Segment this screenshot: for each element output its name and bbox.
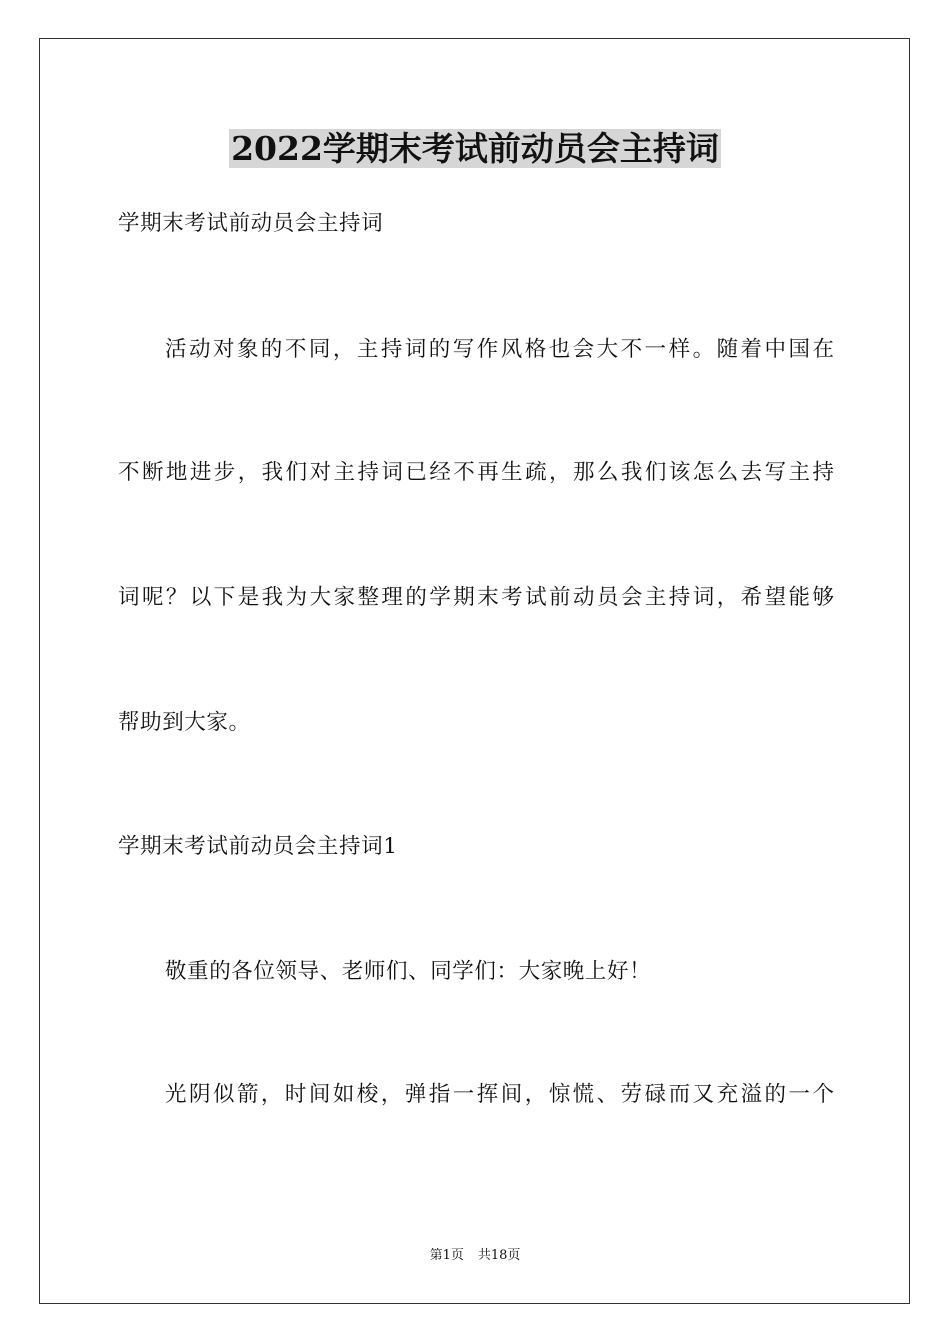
subtitle-line: 学期末考试前动员会主持词 <box>118 211 384 236</box>
page-number: 第1页 <box>429 1248 464 1263</box>
paragraph-line-4: 帮助到大家。 <box>118 710 251 735</box>
paragraph-line-3: 词呢？以下是我为大家整理的学期末考试前动员会主持词，希望能够 <box>118 585 834 610</box>
page-total: 共18页 <box>477 1248 521 1263</box>
section-heading: 学期末考试前动员会主持词1 <box>118 834 398 859</box>
title-text: 2022学期末考试前动员会主持词 <box>231 129 719 168</box>
paragraph-line-2: 不断地进步，我们对主持词已经不再生疏，那么我们该怎么去写主持 <box>118 460 834 485</box>
document-title <box>0 126 950 172</box>
greeting-line: 敬重的各位领导、老师们、同学们：大家晚上好！ <box>165 959 652 984</box>
paragraph-line-1: 活动对象的不同，主持词的写作风格也会大不一样。随着中国在 <box>165 337 834 362</box>
paragraph-line-5: 光阴似箭，时间如梭，弹指一挥间，惊慌、劳碌而又充溢的一个 <box>165 1082 834 1107</box>
page-footer <box>0 1247 950 1265</box>
